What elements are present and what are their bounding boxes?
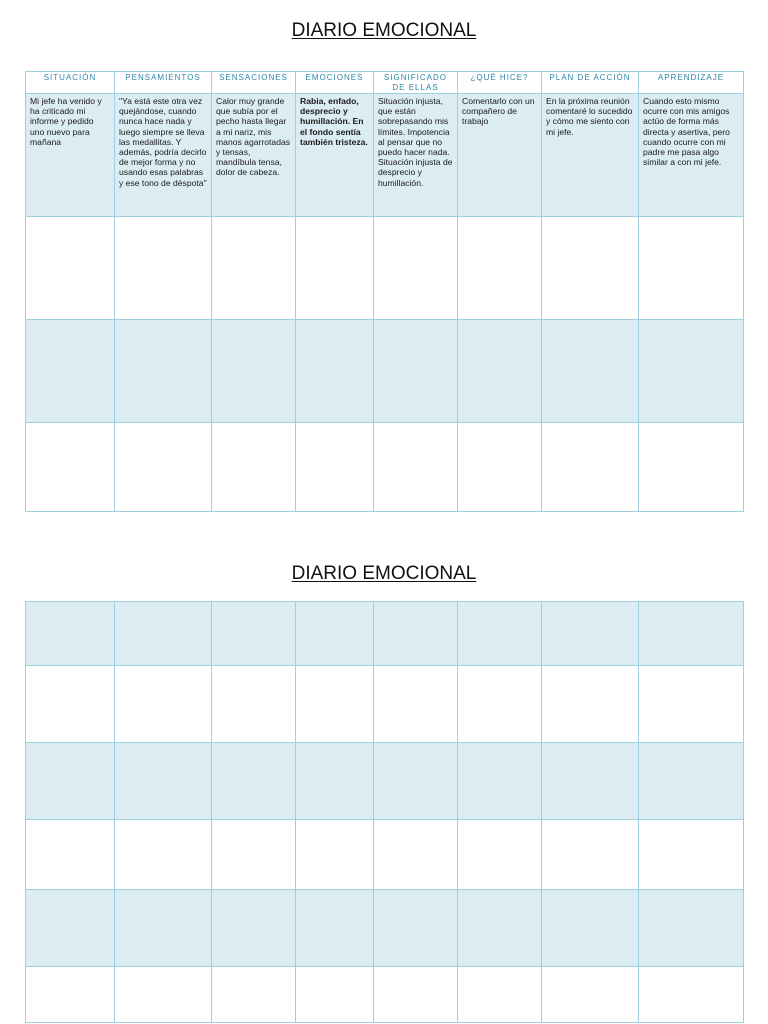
column-header: SITUACIÓN <box>26 72 115 94</box>
empty-cell[interactable] <box>26 890 115 967</box>
empty-cell[interactable] <box>374 743 458 820</box>
empty-cell[interactable] <box>542 602 639 666</box>
empty-row <box>26 320 744 423</box>
empty-cell[interactable] <box>639 602 744 666</box>
empty-row <box>26 890 744 967</box>
empty-cell[interactable] <box>458 820 542 890</box>
empty-cell[interactable] <box>458 320 542 423</box>
empty-cell[interactable] <box>542 820 639 890</box>
table-cell: "Ya está este otra vez quejándose, cuando nunca hace nada y luego siempre se lleva las medallitas. Y además, podría decirlo de mejor forma y no usando esas palabras y ese tono de déspota" <box>115 94 212 217</box>
empty-cell[interactable] <box>26 820 115 890</box>
empty-cell[interactable] <box>212 967 296 1023</box>
empty-cell[interactable] <box>212 666 296 743</box>
empty-cell[interactable] <box>115 666 212 743</box>
empty-cell[interactable] <box>296 890 374 967</box>
empty-cell[interactable] <box>212 320 296 423</box>
empty-cell[interactable] <box>374 967 458 1023</box>
empty-cell[interactable] <box>458 890 542 967</box>
empty-cell[interactable] <box>374 320 458 423</box>
empty-cell[interactable] <box>458 423 542 512</box>
empty-cell[interactable] <box>639 320 744 423</box>
empty-cell[interactable] <box>26 602 115 666</box>
empty-cell[interactable] <box>115 320 212 423</box>
empty-cell[interactable] <box>374 602 458 666</box>
empty-cell[interactable] <box>296 320 374 423</box>
empty-cell[interactable] <box>458 743 542 820</box>
table-cell: En la próxima reunión comentaré lo sucedido y cómo me siento con mi jefe. <box>542 94 639 217</box>
empty-cell[interactable] <box>542 743 639 820</box>
table-cell: Situación injusta, que están sobrepasando mis límites. Impotencia al pensar que no puedo hacer nada. Situación injusta de desprecio y humillación. <box>374 94 458 217</box>
column-header: PENSAMIENTOS <box>115 72 212 94</box>
empty-cell[interactable] <box>639 967 744 1023</box>
empty-cell[interactable] <box>296 820 374 890</box>
empty-row <box>26 967 744 1023</box>
empty-cell[interactable] <box>639 666 744 743</box>
emotional-diary-table-blank <box>25 601 744 1023</box>
empty-cell[interactable] <box>212 820 296 890</box>
column-header: APRENDIZAJE <box>639 72 744 94</box>
empty-cell[interactable] <box>212 217 296 320</box>
empty-cell[interactable] <box>542 423 639 512</box>
empty-cell[interactable] <box>26 320 115 423</box>
column-header: PLAN DE ACCIÓN <box>542 72 639 94</box>
empty-cell[interactable] <box>115 967 212 1023</box>
empty-cell[interactable] <box>26 423 115 512</box>
empty-cell[interactable] <box>296 967 374 1023</box>
page-title: DIARIO EMOCIONAL <box>291 20 477 41</box>
empty-row <box>26 217 744 320</box>
empty-row <box>26 820 744 890</box>
empty-cell[interactable] <box>374 217 458 320</box>
empty-cell[interactable] <box>542 217 639 320</box>
empty-cell[interactable] <box>374 890 458 967</box>
header-row <box>26 72 744 94</box>
empty-cell[interactable] <box>296 217 374 320</box>
empty-cell[interactable] <box>212 890 296 967</box>
empty-cell[interactable] <box>296 423 374 512</box>
empty-cell[interactable] <box>542 890 639 967</box>
empty-cell[interactable] <box>115 217 212 320</box>
table-cell: Mi jefe ha venido y ha criticado mi informe y pedido uno nuevo para mañana <box>26 94 115 217</box>
emotional-diary-table <box>25 71 744 512</box>
empty-row <box>26 743 744 820</box>
table-cell: Rabia, enfado, desprecio y humillación. En el fondo sentía también tristeza. <box>296 94 374 217</box>
empty-cell[interactable] <box>115 423 212 512</box>
empty-cell[interactable] <box>115 743 212 820</box>
empty-cell[interactable] <box>542 967 639 1023</box>
empty-cell[interactable] <box>26 217 115 320</box>
empty-cell[interactable] <box>458 967 542 1023</box>
empty-row <box>26 423 744 512</box>
empty-cell[interactable] <box>374 666 458 743</box>
empty-cell[interactable] <box>639 890 744 967</box>
column-header: ¿QUÉ HICE? <box>458 72 542 94</box>
empty-cell[interactable] <box>639 423 744 512</box>
empty-cell[interactable] <box>115 602 212 666</box>
empty-cell[interactable] <box>26 967 115 1023</box>
empty-cell[interactable] <box>639 743 744 820</box>
empty-row <box>26 602 744 666</box>
table-cell: Cuando esto mismo ocurre con mis amigos actúo de forma más directa y asertiva, pero cuando ocurre con mi padre me pasa algo similar a con mi jefe. <box>639 94 744 217</box>
empty-cell[interactable] <box>542 666 639 743</box>
empty-cell[interactable] <box>458 666 542 743</box>
empty-cell[interactable] <box>458 217 542 320</box>
empty-cell[interactable] <box>212 423 296 512</box>
table-cell: Calor muy grande que subía por el pecho hasta llegar a mi nariz, mis manos agarrotadas y tensas, mandíbula tensa, dolor de cabeza. <box>212 94 296 217</box>
empty-cell[interactable] <box>374 820 458 890</box>
example-row <box>26 94 744 217</box>
page-title: DIARIO EMOCIONAL <box>291 563 477 584</box>
column-header: EMOCIONES <box>296 72 374 94</box>
empty-cell[interactable] <box>296 743 374 820</box>
column-header: SENSACIONES <box>212 72 296 94</box>
empty-cell[interactable] <box>115 820 212 890</box>
empty-cell[interactable] <box>374 423 458 512</box>
empty-cell[interactable] <box>542 320 639 423</box>
empty-cell[interactable] <box>115 890 212 967</box>
table-cell: Comentarlo con un compañero de trabajo <box>458 94 542 217</box>
empty-cell[interactable] <box>26 743 115 820</box>
empty-row <box>26 666 744 743</box>
column-header: SIGNIFICADO DE ELLAS <box>374 72 458 94</box>
empty-cell[interactable] <box>26 666 115 743</box>
empty-cell[interactable] <box>296 602 374 666</box>
empty-cell[interactable] <box>639 820 744 890</box>
empty-cell[interactable] <box>639 217 744 320</box>
empty-cell[interactable] <box>458 602 542 666</box>
empty-cell[interactable] <box>212 602 296 666</box>
empty-cell[interactable] <box>296 666 374 743</box>
empty-cell[interactable] <box>212 743 296 820</box>
